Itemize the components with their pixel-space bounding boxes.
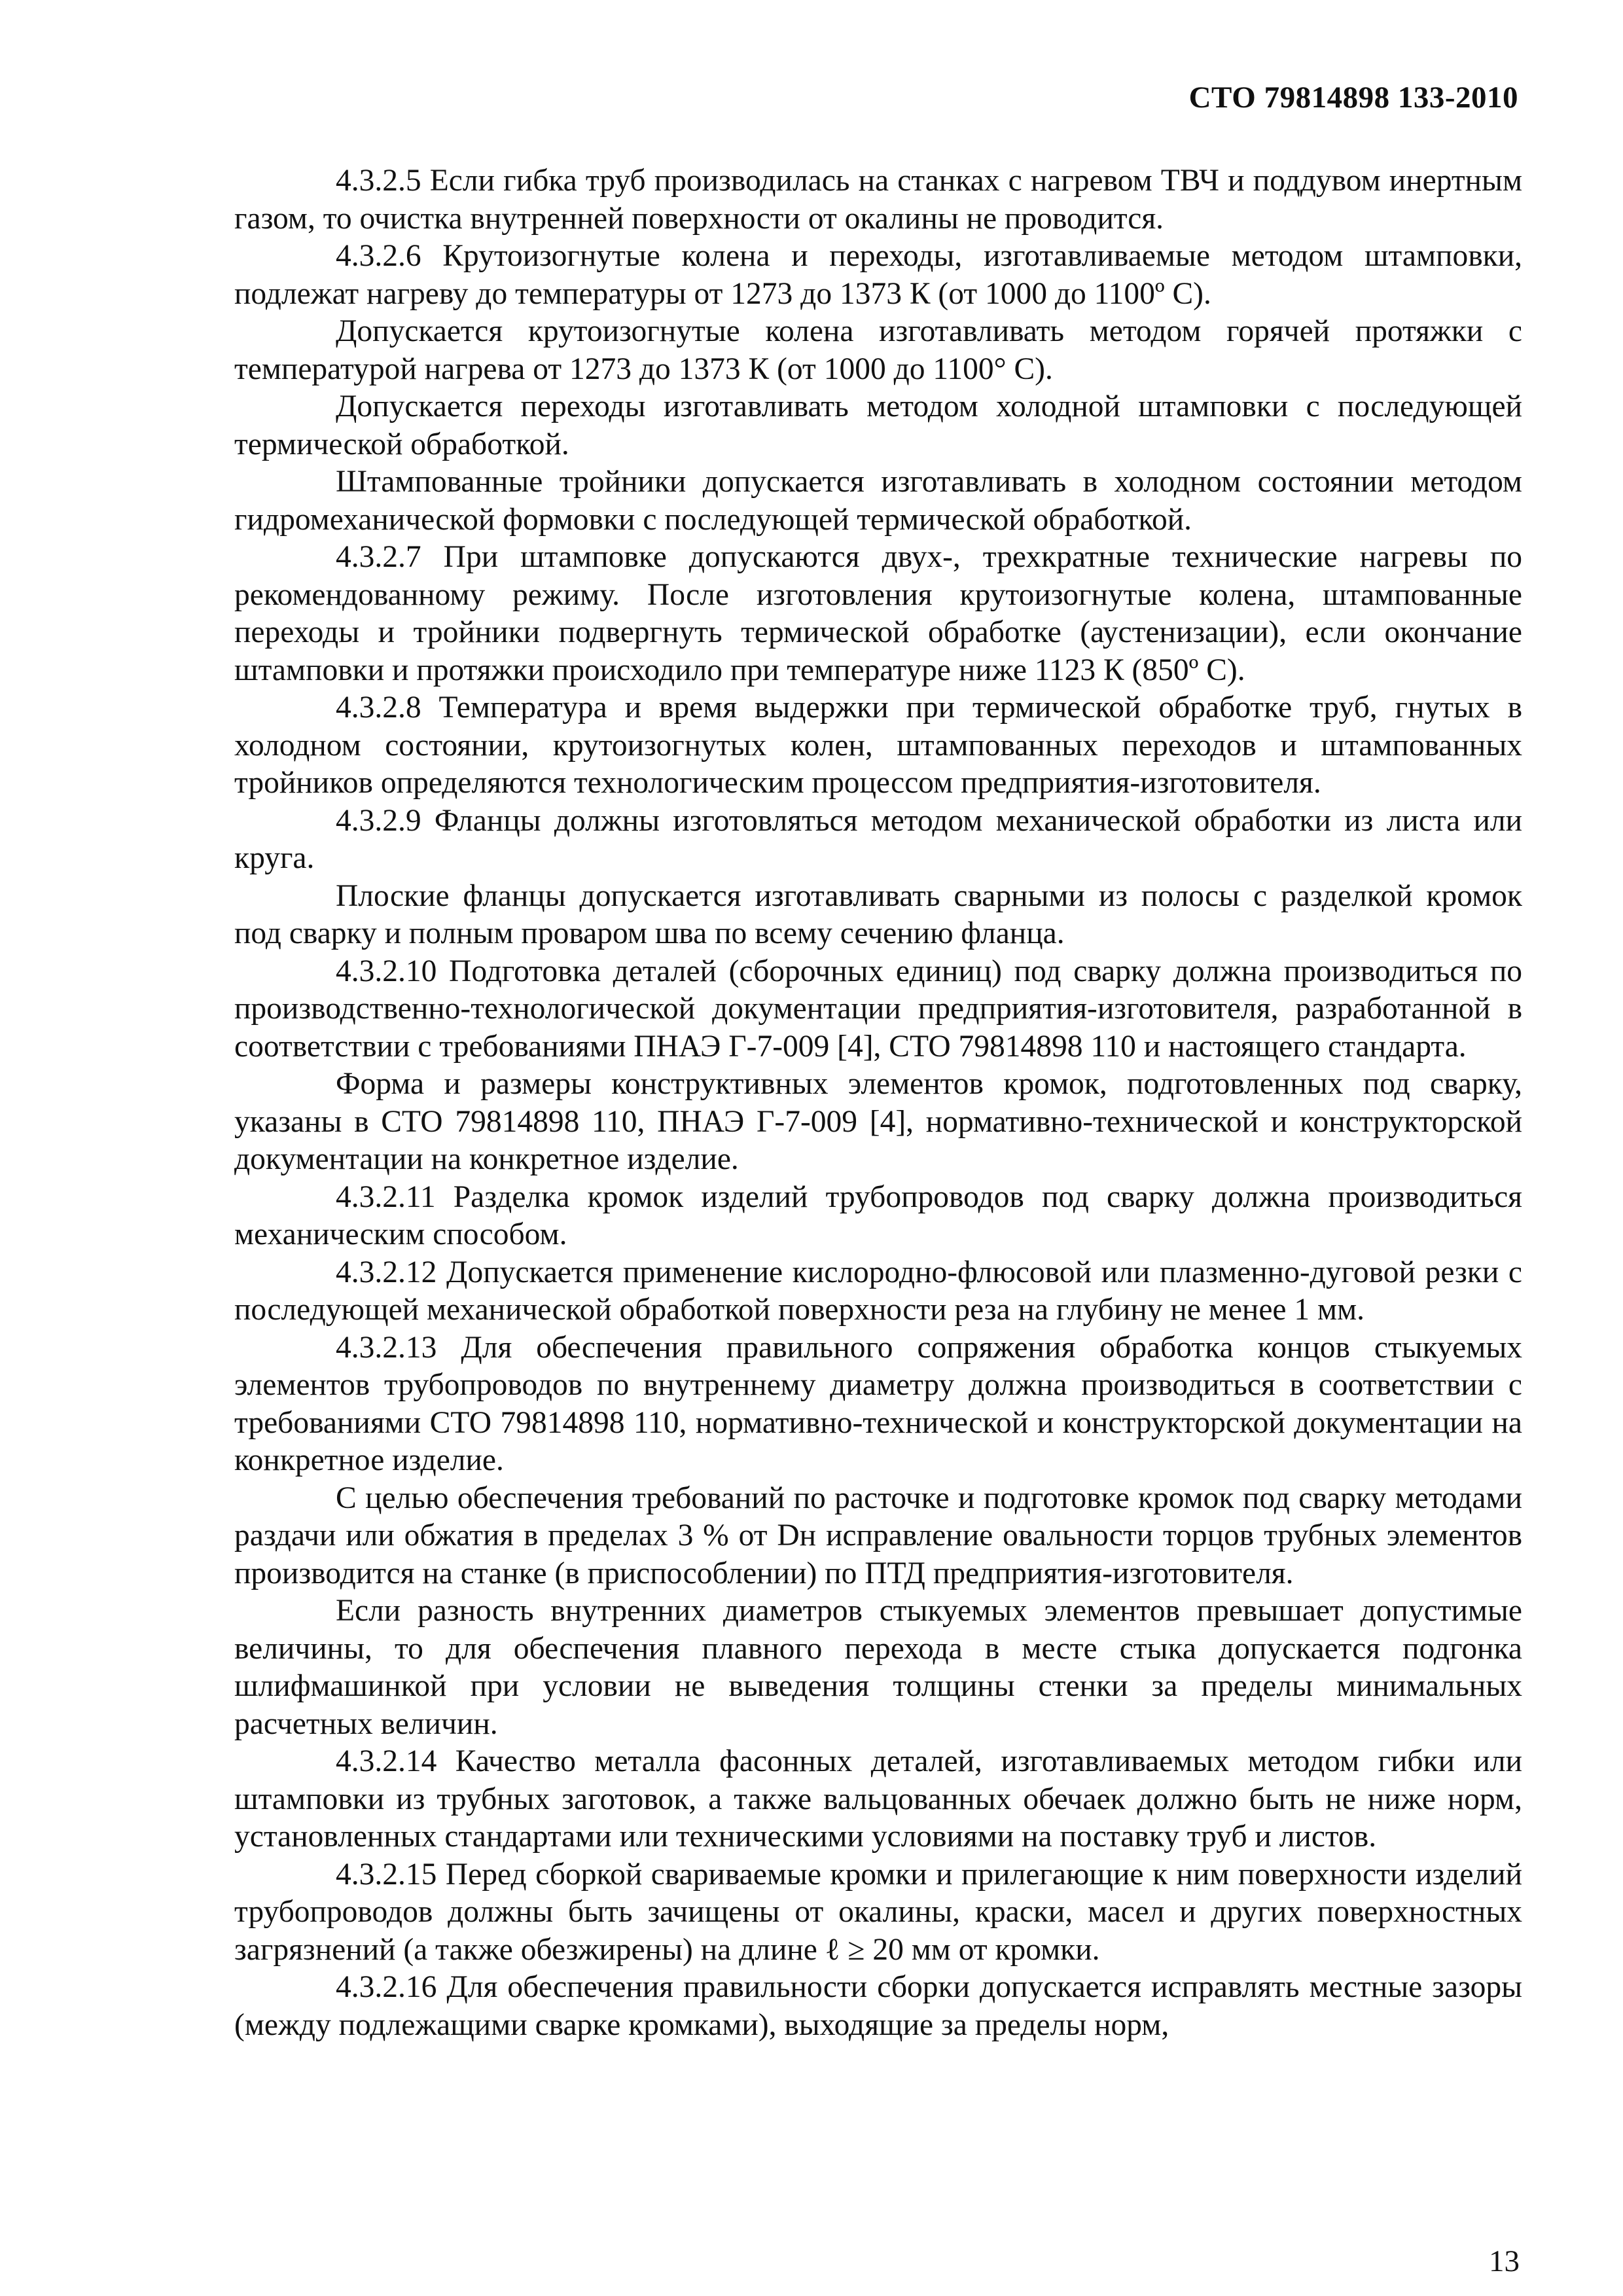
paragraph-text: Если разность внутренних диаметров стыкуемых элементов превышает допустимые величины, то для обеспечения плавного перехода в месте стыка допускается подгонка шлифмашинкой при условии не выведения толщины стенки за пределы минимальных расчетных величин. [234,1594,1522,1741]
clause-number: 4.3.2.14 [336,1744,437,1778]
paragraph-text: Разделка кромок изделий трубопроводов под сварку должна производиться механическим способом. [234,1179,1522,1251]
paragraph-text: Качество металла фасонных деталей, изготавливаемых методом гибки или штамповки из трубных заготовок, а также вальцованных обечаек должно быть не ниже норм, установленных стандартами или техническими условиями на поставку труб и листов. [234,1744,1522,1854]
paragraph-text: Для обеспечения правильного сопряжения обработка концов стыкуемых элементов трубопроводов по внутреннему диаметру должна производиться в соответствии с требованиями СТО 79814898 110, нормативно-технической и конструкторской документации на конкретное изделие. [234,1330,1522,1477]
clause-number: 4.3.2.8 [336,691,421,725]
paragraph [234,1592,1522,1743]
paragraph [234,162,1522,238]
paragraph-text: Допускается крутоизогнутые колена изготавливать методом горячей протяжки с температурой нагрева от 1273 до 1373 К (от 1000 до 1100° С). [234,314,1522,386]
document-body [234,162,1522,2044]
paragraph-text: Допускается применение кислородно-флюсовой или плазменно-дуговой резки с последующей механической обработкой поверхности реза на глубину не менее 1 мм. [234,1255,1523,1327]
paragraph [234,1743,1522,1856]
paragraph-text: Крутоизогнутые колена и переходы, изготавливаемые методом штамповки, подлежат нагреву до температуры от 1273 до 1373 К (от 1000 до 1100º С). [234,239,1523,311]
paragraph [234,1179,1522,1254]
paragraph [234,463,1522,539]
paragraph [234,878,1522,953]
paragraph-text: Подготовка деталей (сборочных единиц) под сварку должна производиться по производственно-технологической документации предприятия-изготовителя, разработанной в соответствии с требованиями ПНАЭ Г-7-009 [4], СТО 79814898 110 и настоящего стандарта. [234,954,1522,1064]
paragraph [234,1066,1522,1179]
paragraph [234,238,1522,313]
paragraph-text: Допускается переходы изготавливать методом холодной штамповки с последующей термической обработкой. [234,389,1522,461]
clause-number: 4.3.2.12 [336,1255,437,1289]
paragraph-text: Температура и время выдержки при термической обработке труб, гнутых в холодном состоянии, крутоизогнутых колен, штампованных переходов и штампованных тройников определяются технологическим процессом предприятия-изготовителя. [234,691,1522,800]
paragraph [234,1329,1522,1480]
clause-number: 4.3.2.15 [336,1857,437,1892]
paragraph-text: Для обеспечения правильности сборки допускается исправлять местные зазоры (между подлежащими сварке кромками), выходящие за пределы норм, [234,1970,1522,2042]
clause-number: 4.3.2.6 [336,239,421,273]
paragraph [234,388,1522,463]
clause-number: 4.3.2.16 [336,1970,437,2004]
clause-number: 4.3.2.13 [336,1330,437,1365]
paragraph-text: Фланцы должны изготовляться методом механической обработки из листа или круга. [234,803,1522,875]
paragraph [234,539,1522,689]
paragraph-text: С целью обеспечения требований по расточке и подготовке кромок под сварку методами раздачи или обжатия в пределах 3 % от Dн исправление овальности торцов трубных элементов производится на станке (в приспособлении) по ПТД предприятия-изготовителя. [234,1480,1522,1590]
paragraph-text: Перед сборкой свариваемые кромки и прилегающие к ним поверхности изделий трубопроводов должны быть зачищены от окалины, краски, масел и других поверхностных загрязнений (а также обезжирены) на длине ℓ ≥ 20 мм от кромки. [234,1857,1522,1967]
paragraph-text: Если гибка труб производилась на станках с нагревом ТВЧ и поддувом инертным газом, то очистка внутренней поверхности от окалины не проводится. [234,164,1523,236]
paragraph [234,313,1522,388]
paragraph [234,1480,1522,1593]
paragraph [234,802,1522,878]
clause-number: 4.3.2.11 [336,1179,436,1214]
clause-number: 4.3.2.7 [336,540,421,574]
paragraph-text: Форма и размеры конструктивных элементов кромок, подготовленных под сварку, указаны в СТО 79814898 110, ПНАЭ Г-7-009 [4], нормативно-технической и конструкторской документации на конкретное изделие. [234,1067,1522,1176]
paragraph-text: При штамповке допускаются двух-, трехкратные технические нагревы по рекомендованному режиму. После изготовления крутоизогнутые колена, штампованные переходы и тройники подвергнуть термической обработке (аустенизации), если окончание штамповки и протяжки происходило при температуре ниже 1123 К (850º С). [234,540,1522,687]
paragraph [234,689,1522,802]
clause-number: 4.3.2.5 [336,164,421,198]
paragraph-text: Плоские фланцы допускается изготавливать сварными из полосы с разделкой кромок под сварку и полным проваром шва по всему сечению фланца. [234,878,1522,950]
paragraph [234,953,1522,1066]
paragraph-text: Штампованные тройники допускается изготавливать в холодном состоянии методом гидромеханической формовки с последующей термической обработкой. [234,465,1522,537]
document-code-header: СТО 79814898 133-2010 [1188,81,1518,115]
page-number: 13 [1489,2244,1520,2278]
paragraph [234,1254,1522,1329]
clause-number: 4.3.2.9 [336,803,421,838]
clause-number: 4.3.2.10 [336,954,437,988]
paragraph [234,1856,1522,1969]
paragraph [234,1969,1522,2044]
